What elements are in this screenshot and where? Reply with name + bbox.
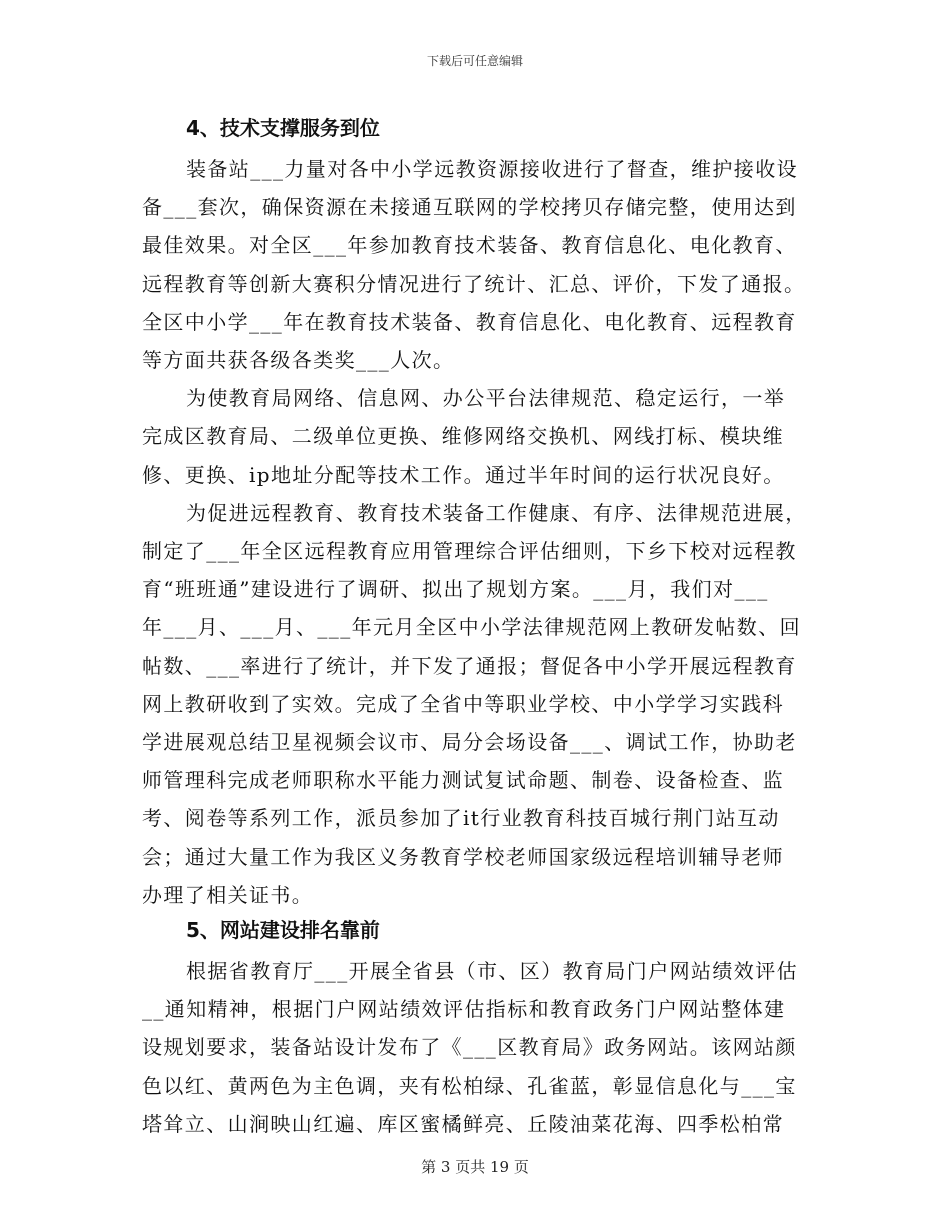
paragraph-line: 会；通过大量工作为我区义务教育学校老师国家级远程培训辅导老师 [142,844,784,869]
paragraph-line: 根据省教育厅___开展全省县（市、区）教育局门户网站绩效评估 [186,959,798,984]
paragraph-line: 修、更换、ip地址分配等技术工作。通过半年时间的运行状况良好。 [142,462,785,487]
paragraph-line: 考、阅卷等系列工作，派员参加了it行业教育科技百城行荆门站互动 [142,806,780,831]
paragraph-line: 装备站___力量对各中小学远教资源接收进行了督查，维护接收设 [186,157,798,181]
paragraph-line: __通知精神，根据门户网站绩效评估指标和教育政务门户网站整体建 [142,997,786,1022]
page-footer: 第 3 页共 19 页 [421,1158,529,1176]
paragraph-line: 师管理科完成老师职称水平能力测试复试命题、制卷、设备检查、监 [142,768,784,793]
section-heading: 4、技术支撑服务到位 [186,116,380,140]
paragraph-line: 塔耸立、山涧映山红遍、库区蜜橘鲜亮、丘陵油菜花海、四季松柏常 [142,1111,784,1136]
paragraph-line: 全区中小学___年在教育技术装备、教育信息化、电化教育、远程教育 [142,309,797,334]
paragraph-line: 制定了___年全区远程教育应用管理综合评估细则，下乡下校对远程教 [142,539,797,564]
paragraph-line: 等方面共获各级各类奖___人次。 [142,348,455,373]
paragraph [142,952,812,1143]
document-body [142,112,812,1143]
paragraph-line: 为使教育局网络、信息网、办公平台法律规范、稳定运行，一举 [186,386,786,411]
paragraph-line: 育“班班通”建设进行了调研、拟出了规划方案。___月，我们对___ [142,577,769,602]
paragraph-line: 办理了相关证书。 [142,882,314,907]
paragraph-line: 为促进远程教育、教育技术装备工作健康、有序、法律规范进展， [186,500,807,525]
section-heading: 5、网站建设排名靠前 [186,918,380,943]
paragraph-line: 色以红、黄两色为主色调，夹有松柏绿、孔雀蓝，彰显信息化与___宝 [142,1073,797,1098]
paragraph [142,150,812,379]
paragraph-line: 帖数、___率进行了统计，并下发了通报；督促各中小学开展远程教育 [142,653,797,678]
page-header: 下载后可任意编辑 [426,54,523,68]
paragraph-line: 远程教育等创新大赛积分情况进行了统计、汇总、评价，下发了通报。 [142,271,806,296]
paragraph-line: 最佳效果。对全区___年参加教育技术装备、教育信息化、电化教育、 [142,233,797,258]
paragraph-line: 网上教研收到了实效。完成了全省中等职业学校、中小学学习实践科 [142,691,784,716]
paragraph-line: 设规划要求，装备站设计发布了《___区教育局》政务网站。该网站颜 [142,1035,797,1060]
paragraph [142,379,812,494]
paragraph [142,494,812,914]
paragraph-line: 学进展观总结卫星视频会议市、局分会场设备___、调试工作，协助老 [142,730,797,755]
paragraph-line: 年___月、___月、___年元月全区中小学法律规范网上教研发帖数、回 [142,615,801,640]
paragraph-line: 备___套次，确保资源在未接通互联网的学校拷贝存储完整，使用达到 [142,195,797,220]
paragraph-line: 完成区教育局、二级单位更换、维修网络交换机、网线打标、模块维 [142,424,784,449]
